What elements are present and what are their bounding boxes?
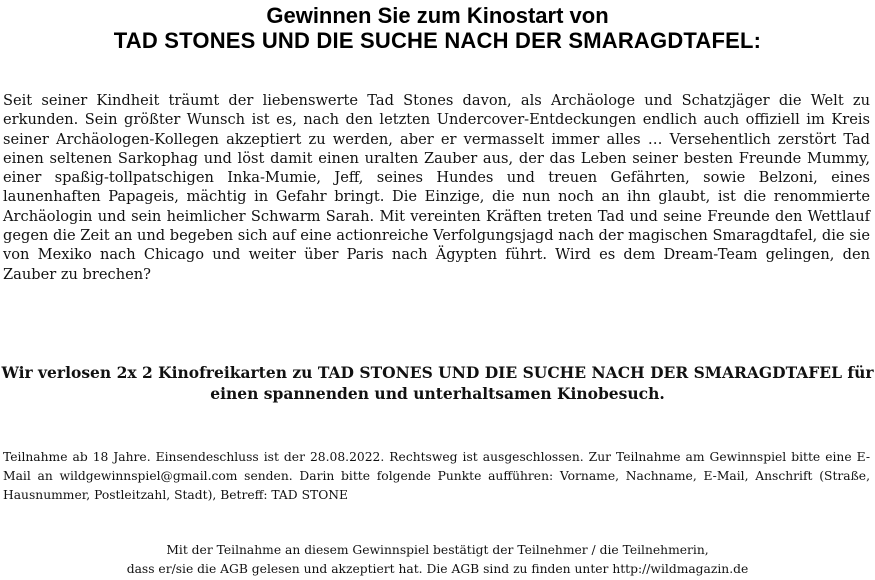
- disclaimer-line-2: dass er/sie die AGB gelesen und akzeptiert hat. Die AGB sind zu finden unter http://wildmagazin.de: [126, 562, 749, 576]
- disclaimer-line-1: Mit der Teilnahme an diesem Gewinnspiel bestätigt der Teilnehmer / die Teilnehmerin,: [166, 543, 709, 557]
- page-title: [0, 3, 875, 53]
- terms-paragraph: Teilnahme ab 18 Jahre. Einsendeschluss ist der 28.08.2022. Rechtsweg ist ausgeschlossen. Zur Teilnahme am Gewinnspiel bitte eine E-Mail an wildgewinnspiel@gmail.com senden. Darin bitte folgende Punkte aufführen: Vorname, Nachname, E-Mail, Anschrift (Straße, Hausnummer, Postleitzahl, Stadt), Betreff: TAD STONE: [3, 450, 870, 502]
- intro-paragraph: Seit seiner Kindheit träumt der liebenswerte Tad Stones davon, als Archäologe und Schatzjäger die Welt zu erkunden. Sein größter Wunsch ist es, nach den letzten Undercover-Entdeckungen endlich auch offiziell im Kreis seiner Archäologen-Kollegen akzeptiert zu werden, aber er vermasselt immer alles … Versehentlich zerstört Tad einen seltenen Sarkophag und löst damit einen uralten Zauber aus, der das Leben seiner besten Freunde Mummy, einer spaßig-tollpatschigen Inka-Mumie, Jeff, seines Hundes und treuen Gefährten, sowie Belzoni, eines launenhaften Papageis, mächtig in Gefahr bringt. Die Einzige, die nun noch an ihn glaubt, ist die renommierte Archäologin und sein heimlicher Schwarm Sarah. Mit vereinten Kräften treten Tad und seine Freunde den Wettlauf gegen die Zeit an und begeben sich auf eine actionreiche Verfolgungsjagd nach der magischen Smaragdtafel, die sie von Mexiko nach Chicago und weiter über Paris nach Ägypten führt. Wird es dem Dream-Team gelingen, den Zauber zu brechen?: [3, 92, 870, 283]
- title-line-1: Gewinnen Sie zum Kinostart von: [266, 3, 609, 28]
- disclaimer: [0, 541, 875, 579]
- prize-announcement: Wir verlosen 2x 2 Kinofreikarten zu TAD STONES UND DIE SUCHE NACH DER SMARAGDTAFEL für einen spannenden und unterhaltsamen Kinobesuch.: [1, 363, 874, 403]
- title-line-2: TAD STONES UND DIE SUCHE NACH DER SMARAGDTAFEL:: [113, 28, 762, 53]
